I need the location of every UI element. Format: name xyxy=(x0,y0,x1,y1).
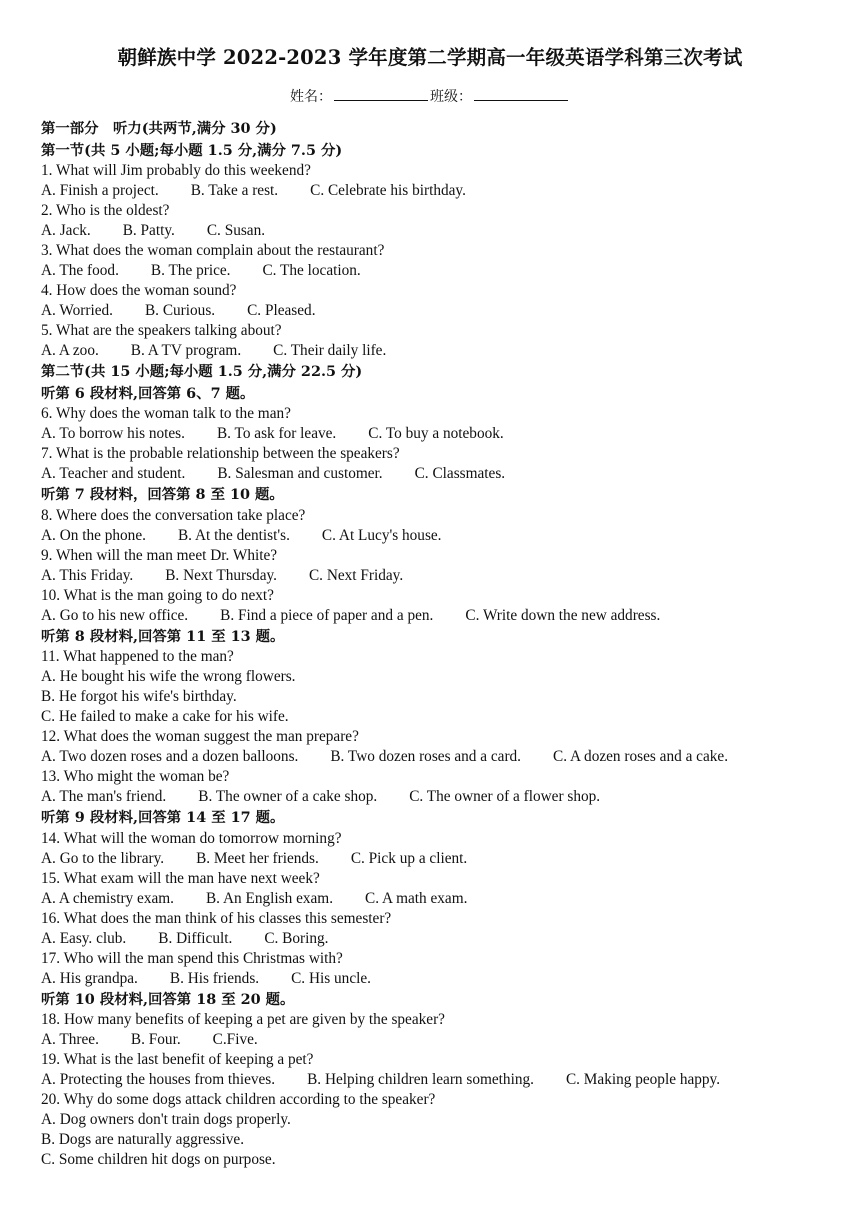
options-line xyxy=(41,221,841,241)
question-line: A. Dog owners don't train dogs properly. xyxy=(41,1111,291,1128)
options-line xyxy=(41,341,841,361)
answer-option: C. Classmates. xyxy=(414,465,506,482)
answer-option: B. A TV program. xyxy=(130,342,242,359)
answer-option: A. Go to the library. xyxy=(41,849,165,867)
section-heading: 第一部分 听力(共两节,满分 30 分) xyxy=(41,120,277,137)
answer-option: C. The owner of a flower shop. xyxy=(409,788,601,805)
answer-option: B. The owner of a cake shop. xyxy=(198,788,378,805)
options-line xyxy=(41,889,841,909)
options-line xyxy=(41,301,841,321)
question-line: 5. What are the speakers talking about? xyxy=(41,322,282,339)
question-line: 8. Where does the conversation take place? xyxy=(41,506,306,524)
name-blank[interactable] xyxy=(334,88,428,101)
options-line xyxy=(41,606,841,626)
answer-option: B. Difficult. xyxy=(158,929,233,947)
answer-option: B. The price. xyxy=(150,262,231,279)
answer-option: B. Curious. xyxy=(144,302,216,319)
options-line xyxy=(41,747,841,767)
answer-option: C. Write down the new address. xyxy=(465,606,661,624)
question-line: 17. Who will the man spend this Christmas with? xyxy=(41,949,343,967)
answer-option: B. Patty. xyxy=(122,222,175,239)
answer-option: C. Boring. xyxy=(264,929,329,947)
answer-option: A. Protecting the houses from thieves. xyxy=(41,1071,276,1088)
question-line: 15. What exam will the man have next week? xyxy=(41,869,320,887)
exam-content xyxy=(41,118,841,1170)
answer-option: B. Four. xyxy=(130,1031,181,1048)
answer-option: C. A dozen roses and a cake. xyxy=(553,748,729,765)
answer-option: B. Helping children learn something. xyxy=(307,1071,534,1088)
question-line: 16. What does the man think of his classes this semester? xyxy=(41,909,392,927)
options-line xyxy=(41,1070,841,1090)
options-line xyxy=(41,261,841,281)
question-line: 13. Who might the woman be? xyxy=(41,768,230,785)
answer-option: C. Pleased. xyxy=(247,302,316,319)
options-line xyxy=(41,424,841,444)
question-line: 11. What happened to the man? xyxy=(41,648,234,665)
answer-option: B. Meet her friends. xyxy=(196,849,319,867)
section-heading: 听第 8 段材料,回答第 11 至 13 题。 xyxy=(41,627,285,645)
answer-option: C.Five. xyxy=(212,1031,258,1048)
answer-option: C. To buy a notebook. xyxy=(368,425,504,442)
answer-option: A. A chemistry exam. xyxy=(41,889,174,907)
question-line: 4. How does the woman sound? xyxy=(41,282,237,299)
section-heading: 第二节(共 15 小题;每小题 1.5 分,满分 22.5 分) xyxy=(41,363,363,380)
answer-option: C. His uncle. xyxy=(291,969,371,987)
question-line: 19. What is the last benefit of keeping a pet? xyxy=(41,1051,314,1068)
question-line: 3. What does the woman complain about the restaurant? xyxy=(41,242,385,259)
class-label: 班级： xyxy=(430,89,472,105)
answer-option: B. Salesman and customer. xyxy=(217,465,383,482)
question-line: A. He bought his wife the wrong flowers. xyxy=(41,668,296,685)
answer-option: A. The man's friend. xyxy=(41,788,167,805)
section-heading: 听第 6 段材料,回答第 6、7 题。 xyxy=(41,384,255,402)
name-label: 姓名： xyxy=(290,89,332,105)
question-line: B. He forgot his wife's birthday. xyxy=(41,688,237,705)
question-line: 12. What does the woman suggest the man prepare? xyxy=(41,728,359,745)
class-blank[interactable] xyxy=(474,88,568,101)
answer-option: B. His friends. xyxy=(169,969,260,987)
answer-option: A. On the phone. xyxy=(41,526,146,544)
answer-option: A. Jack. xyxy=(41,222,91,239)
section-heading: 听第 7 段材料，回答第 8 至 10 题。 xyxy=(41,486,284,503)
answer-option: C. A math exam. xyxy=(365,889,468,907)
options-line xyxy=(41,526,841,546)
question-line: 7. What is the probable relationship between the speakers? xyxy=(41,445,400,462)
answer-option: A. Worried. xyxy=(41,302,113,319)
answer-option: C. The location. xyxy=(262,262,361,279)
answer-option: B. Two dozen roses and a card. xyxy=(330,748,522,765)
question-line: C. Some children hit dogs on purpose. xyxy=(41,1151,276,1168)
answer-option: A. Easy. club. xyxy=(41,929,127,947)
answer-option: A. A zoo. xyxy=(41,342,99,359)
answer-option: A. To borrow his notes. xyxy=(41,425,185,442)
answer-option: C. Next Friday. xyxy=(308,566,404,584)
answer-option: A. Teacher and student. xyxy=(41,465,186,482)
options-line xyxy=(41,929,841,949)
answer-option: A. This Friday. xyxy=(41,566,134,584)
options-line xyxy=(41,181,841,201)
answer-option: A. Finish a project. xyxy=(41,182,159,199)
student-info-line xyxy=(0,86,860,106)
question-line: 1. What will Jim probably do this weekend? xyxy=(41,162,311,179)
section-heading: 听第 9 段材料,回答第 14 至 17 题。 xyxy=(41,809,285,826)
question-line: 6. Why does the woman talk to the man? xyxy=(41,405,291,422)
options-line xyxy=(41,1030,841,1050)
options-line xyxy=(41,566,841,586)
answer-option: A. Two dozen roses and a dozen balloons. xyxy=(41,748,299,765)
answer-option: A. The food. xyxy=(41,262,119,279)
answer-option: C. Making people happy. xyxy=(565,1071,721,1088)
answer-option: A. His grandpa. xyxy=(41,969,138,987)
section-heading: 听第 10 段材料,回答第 18 至 20 题。 xyxy=(41,990,295,1008)
answer-option: B. Next Thursday. xyxy=(165,566,277,584)
answer-option: C. Susan. xyxy=(206,222,266,239)
question-line: 10. What is the man going to do next? xyxy=(41,586,274,604)
question-line: 20. Why do some dogs attack children according to the speaker? xyxy=(41,1091,436,1108)
answer-option: B. At the dentist's. xyxy=(177,526,290,544)
options-line xyxy=(41,787,841,807)
answer-option: C. Celebrate his birthday. xyxy=(310,182,466,199)
answer-option: B. Take a rest. xyxy=(190,182,279,199)
answer-option: C. Pick up a client. xyxy=(350,849,468,867)
question-line: 2. Who is the oldest? xyxy=(41,202,170,219)
answer-option: B. Find a piece of paper and a pen. xyxy=(220,606,434,624)
question-line: C. He failed to make a cake for his wife. xyxy=(41,708,289,725)
question-line: 14. What will the woman do tomorrow morning? xyxy=(41,829,342,847)
answer-option: B. An English exam. xyxy=(205,889,334,907)
exam-title: 朝鲜族中学 2022-2023 学年度第二学期高一年级英语学科第三次考试 xyxy=(117,46,743,69)
answer-option: C. At Lucy's house. xyxy=(321,526,442,544)
answer-option: A. Three. xyxy=(41,1031,99,1048)
answer-option: B. To ask for leave. xyxy=(216,425,337,442)
question-line: B. Dogs are naturally aggressive. xyxy=(41,1131,245,1148)
question-line: 9. When will the man meet Dr. White? xyxy=(41,546,278,564)
options-line xyxy=(41,849,841,869)
options-line xyxy=(41,969,841,989)
question-line: 18. How many benefits of keeping a pet are given by the speaker? xyxy=(41,1011,445,1028)
section-heading: 第一节(共 5 小题;每小题 1.5 分,满分 7.5 分) xyxy=(41,141,343,159)
answer-option: C. Their daily life. xyxy=(273,342,387,359)
options-line xyxy=(41,464,841,484)
answer-option: A. Go to his new office. xyxy=(41,606,189,624)
